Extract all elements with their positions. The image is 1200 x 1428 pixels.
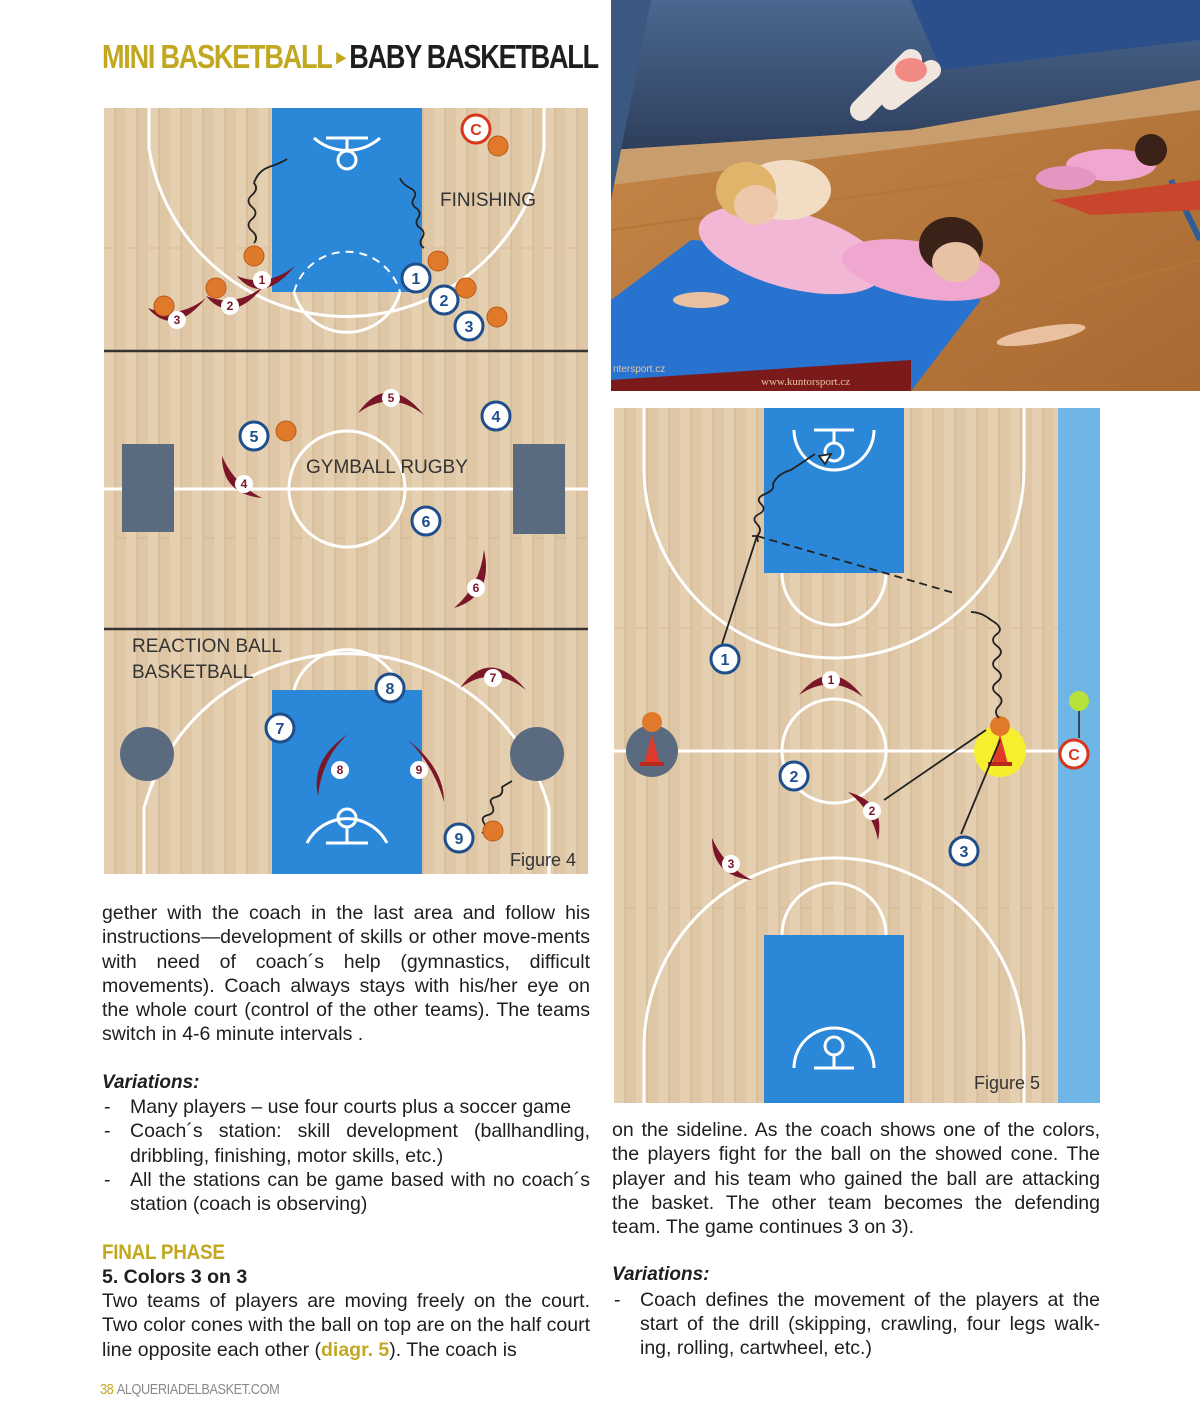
- section-name: MINI BASKETBALL: [102, 38, 332, 75]
- svg-text:1: 1: [411, 271, 421, 288]
- page-title: [102, 38, 598, 76]
- figure-4-diagram: [104, 108, 588, 874]
- svg-text:3: 3: [464, 319, 474, 336]
- svg-text:6: 6: [421, 514, 431, 531]
- right-column: [612, 1118, 1100, 1361]
- page-number: 38: [100, 1381, 114, 1398]
- variations-heading-left: Variations:: [102, 1071, 200, 1093]
- mat-text-left: ntersport.cz: [613, 364, 666, 375]
- svg-text:7: 7: [275, 721, 285, 738]
- svg-text:1: 1: [720, 652, 730, 669]
- label-gymball-rugby: GYMBALL RUGBY: [306, 457, 468, 478]
- svg-text:2: 2: [226, 299, 234, 313]
- list-item: - All the stations can be game based with no coach´s station (coach is observing): [102, 1168, 590, 1217]
- svg-text:9: 9: [415, 763, 423, 777]
- label-reaction-ball: REACTION BALL: [132, 636, 282, 657]
- svg-text:2: 2: [789, 769, 799, 786]
- svg-text:7: 7: [489, 671, 497, 685]
- drill-text-start: Two teams of players are moving freely on the court. Two color cones with the ball on top are on the half court line opposite each other (: [102, 1290, 590, 1361]
- svg-text:2: 2: [868, 804, 876, 818]
- svg-text:6: 6: [472, 581, 480, 595]
- svg-text:9: 9: [454, 831, 464, 848]
- drill-text-end: ). The coach is: [389, 1338, 517, 1361]
- figure-4-coach: C: [470, 122, 482, 139]
- list-item: - Coach´s station: skill development (ballhandling, dribbling, finishing, motor skills, etc.): [102, 1119, 590, 1168]
- topic-name: BABY BASKETBALL: [349, 38, 598, 75]
- figure-5-diagram: [614, 408, 1100, 1103]
- svg-text:3: 3: [959, 844, 969, 861]
- diagram-link[interactable]: diagr. 5: [320, 1338, 390, 1361]
- figure-5-caption: Figure 5: [974, 1073, 1041, 1093]
- svg-text:3: 3: [727, 857, 735, 871]
- figure-4-caption: Figure 4: [510, 850, 577, 870]
- svg-text:8: 8: [336, 763, 344, 777]
- list-item: - Many players – use four courts plus a soccer game: [102, 1095, 590, 1119]
- figure-5-coach: C: [1068, 747, 1080, 764]
- label-basketball: BASKETBALL: [132, 662, 254, 683]
- svg-text:8: 8: [385, 681, 395, 698]
- svg-text:4: 4: [240, 477, 248, 491]
- variations-list-left: [102, 1095, 590, 1216]
- training-photo: [611, 0, 1200, 391]
- svg-text:4: 4: [491, 409, 501, 426]
- page-footer: [100, 1381, 279, 1398]
- svg-text:1: 1: [827, 673, 835, 687]
- final-phase-heading: FINAL PHASE: [102, 1240, 225, 1264]
- left-column: [102, 901, 590, 1362]
- svg-text:1: 1: [258, 273, 266, 287]
- list-item: - Coach defines the movement of the players at the start of the drill (skipping, crawling, four legs walk-ing, rolling, cartwheel, etc.): [612, 1288, 1100, 1361]
- drill-paragraph: [102, 1289, 590, 1362]
- coach-paragraph: on the sideline. As the coach shows one of the colors, the players fight for the ball on the showed cone. The player and his team who gained the ball are attacking the basket. The other team becomes the defending team. The game continues 3 on 3).: [612, 1119, 1100, 1239]
- variations-heading-right: Variations:: [612, 1264, 710, 1286]
- intro-paragraph: gether with the coach in the last area and follow his instructions—development of skills or other move-ments with need of coach´s help (gymnastics, difficult movements). Coach always stays with his/her eye on the whole court (control of the other teams). The teams switch in 4-6 minute intervals .: [102, 902, 590, 1046]
- label-finishing: FINISHING: [440, 190, 537, 211]
- breadcrumb-separator: ▸: [336, 44, 345, 69]
- svg-text:2: 2: [439, 293, 449, 310]
- svg-text:5: 5: [387, 391, 395, 405]
- drill-title: 5. Colors 3 on 3: [102, 1265, 248, 1288]
- variations-list-right: [612, 1288, 1100, 1361]
- mat-text-right: www.kuntorsport.cz: [761, 376, 851, 388]
- svg-text:5: 5: [249, 429, 259, 446]
- svg-text:3: 3: [173, 313, 181, 327]
- footer-site[interactable]: ALQUERIADELBASKET.COM: [116, 1381, 280, 1398]
